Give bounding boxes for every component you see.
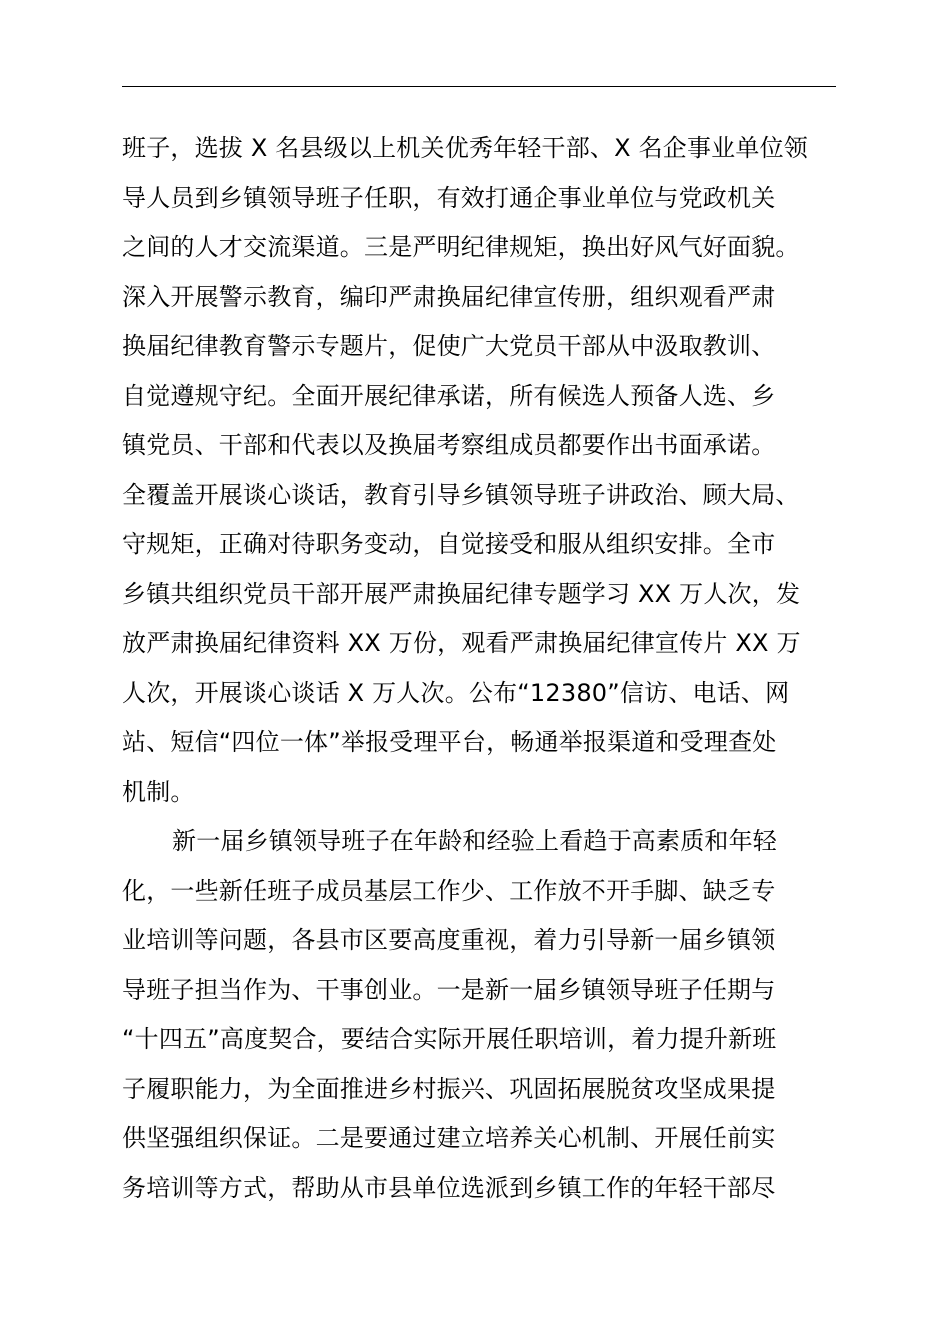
text-line: 放严肃换届纪律资料 XX 万份，观看严肃换届纪律宣传片 XX 万 (122, 629, 801, 657)
text-line: 导人员到乡镇领导班子任职，有效打通企事业单位与党政机关 (122, 183, 776, 212)
paragraph-first-line: 新一届乡镇领导班子在年龄和经验上看趋于高素质和年轻 (172, 827, 777, 855)
text-line: 子履职能力，为全面推进乡村振兴、巩固拓展脱贫攻坚成果提 (122, 1074, 776, 1103)
text-line: 导班子担当作为、干事创业。一是新一届乡镇领导班子任期与 (122, 975, 776, 1004)
text-line: 化，一些新任班子成员基层工作少、工作放不开手脚、缺乏专 (122, 876, 776, 905)
text-line: 供坚强组织保证。二是要通过建立培养关心机制、开展任前实 (122, 1124, 776, 1152)
text-line: 深入开展警示教育，编印严肃换届纪律宣传册，组织观看严肃 (122, 282, 776, 311)
text-line: 业培训等问题，各县市区要高度重视，着力引导新一届乡镇领 (122, 926, 776, 954)
text-line: “十四五”高度契合，要结合实际开展任职培训，着力提升新班 (122, 1025, 777, 1053)
text-line: 班子，选拔 X 名县级以上机关优秀年轻干部、X 名企事业单位领 (122, 134, 808, 162)
text-line: 之间的人才交流渠道。三是严明纪律规矩，换出好风气好面貌。 (122, 233, 800, 261)
text-line: 务培训等方式，帮助从市县单位选派到乡镇工作的年轻干部尽 (122, 1173, 776, 1202)
text-line: 机制。 (122, 777, 195, 806)
text-line: 自觉遵规守纪。全面开展纪律承诺，所有候选人预备人选、乡 (122, 381, 776, 410)
text-line: 乡镇共组织党员干部开展严肃换届纪律专题学习 XX 万人次，发 (122, 579, 801, 608)
text-line: 镇党员、干部和代表以及换届考察组成员都要作出书面承诺。 (122, 431, 776, 459)
text-line: 换届纪律教育警示专题片，促使广大党员干部从中汲取教训、 (122, 332, 776, 360)
text-line: 人次，开展谈心谈话 X 万人次。公布“12380”信访、电话、网 (122, 678, 790, 707)
text-line: 站、短信“四位一体”举报受理平台，畅通举报渠道和受理查处 (122, 728, 777, 756)
header-rule (122, 86, 836, 87)
document-body (122, 124, 842, 1213)
text-line: 守规矩，正确对待职务变动，自觉接受和服从组织安排。全市 (122, 530, 776, 558)
text-line: 全覆盖开展谈心谈话，教育引导乡镇领导班子讲政治、顾大局、 (122, 480, 800, 509)
